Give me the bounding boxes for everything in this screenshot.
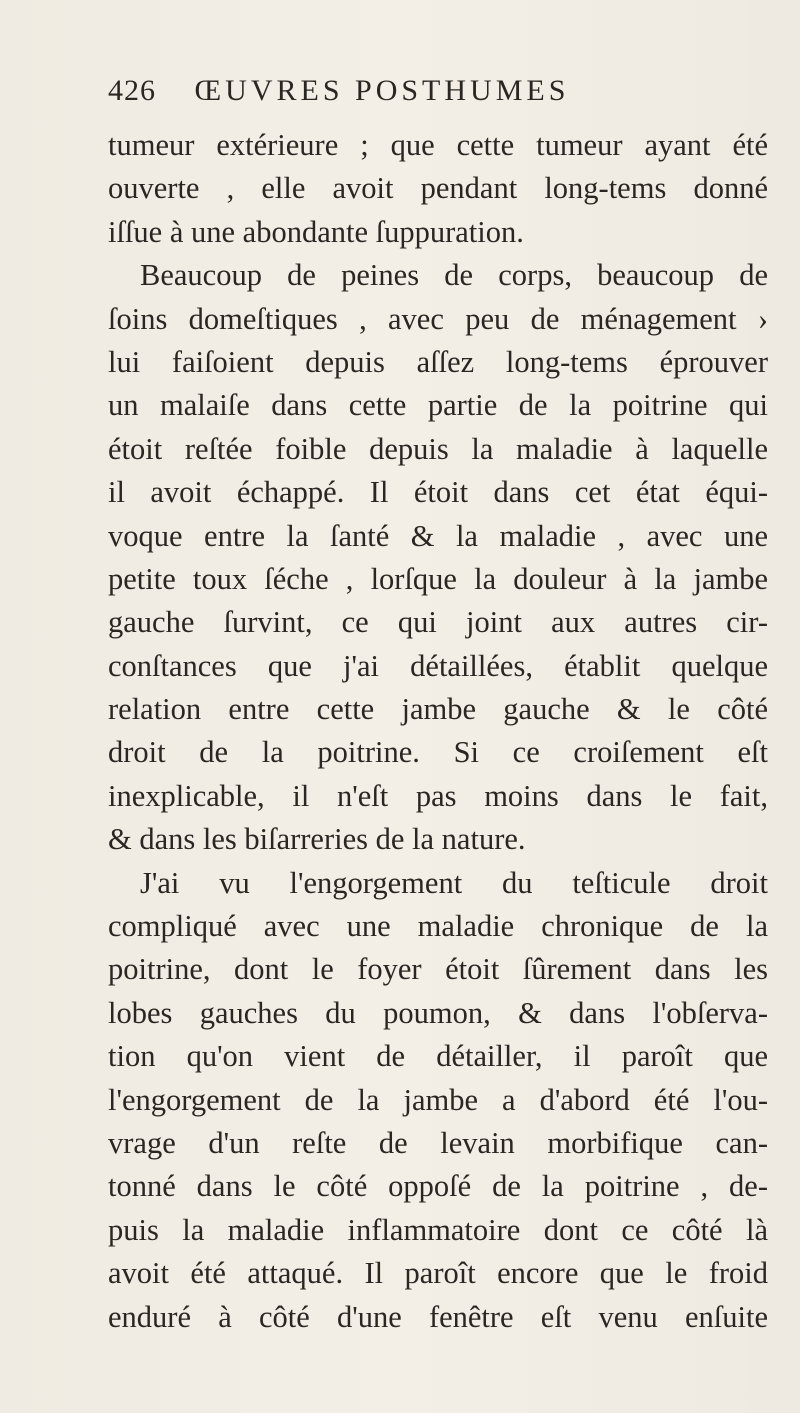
text-line: puis la maladie inflammatoire dont ce côté là [108,1212,768,1247]
text-line: iſſue à une abondante ſuppuration. [108,214,524,249]
text-line: étoit reſtée foible depuis la maladie à laquelle [108,431,768,466]
text-line: tonné dans le côté oppoſé de la poitrine , de- [108,1169,768,1204]
page-number: 426 [108,74,156,107]
text-line: avoit été attaqué. Il paroît encore que le froid [108,1256,768,1291]
text-line: voque entre la ſanté & la maladie , avec une [108,518,768,553]
text-line: l'engorgement de la jambe a d'abord été l'ou- [108,1082,768,1117]
text-line: lobes gauches du poumon, & dans l'obſerva- [108,995,768,1030]
text-line: un malaiſe dans cette partie de la poitrine qui [108,388,768,423]
text-line: inexplicable, il n'eſt pas moins dans le fait, [108,778,768,813]
text-line: petite toux ſéche , lorſque la douleur à la jambe [108,561,768,596]
page-header [108,74,708,114]
text-line: tion qu'on vient de détailler, il paroît que [108,1039,768,1074]
text-line: & dans les biſarreries de la nature. [108,822,526,857]
text-line: conſtances que j'ai détaillées, établit quelque [108,648,768,683]
text-line: vrage d'un reſte de levain morbifique can- [108,1125,768,1160]
text-line: lui faiſoient depuis aſſez long-tems éprouver [108,344,768,379]
text-line: il avoit échappé. Il étoit dans cet état équi- [108,475,768,510]
text-line: Beaucoup de peines de corps, beaucoup de [140,258,768,293]
text-line: ouverte , elle avoit pendant long-tems donné [108,171,768,206]
text-line: compliqué avec une maladie chronique de la [108,909,768,944]
text-line: relation entre cette jambe gauche & le côté [108,692,768,727]
text-line: tumeur extérieure ; que cette tumeur ayant été [108,128,768,162]
text-line: ſoins domeſtiques , avec peu de ménagement › [108,301,768,336]
text-line: droit de la poitrine. Si ce croiſement eſt [108,735,768,770]
running-title: ŒUVRES POSTHUMES [194,74,570,107]
body-text [108,124,768,1339]
text-line: enduré à côté d'une fenêtre eſt venu enſuite [108,1299,768,1334]
text-line: J'ai vu l'engorgement du teſticule droit [140,865,768,900]
text-line: poitrine, dont le foyer étoit ſûrement dans les [108,952,768,987]
text-line: gauche ſurvint, ce qui joint aux autres cir- [108,605,768,640]
